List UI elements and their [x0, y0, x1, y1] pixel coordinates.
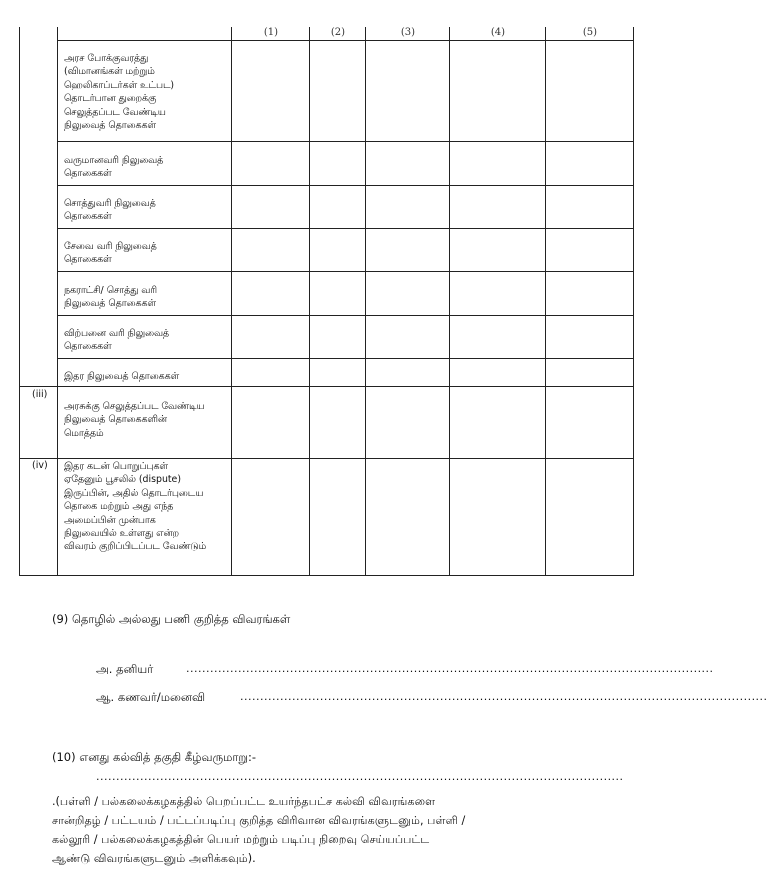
section-9-spouse-label: ஆ. கணவர்/மனைவி	[96, 690, 206, 704]
column-header-2: (2)	[330, 27, 346, 38]
row-label-other-dues: இதர நிலுவைத் தொகைகள்	[64, 371, 180, 382]
section-9-spouse-field[interactable]: ....................................................................................................................................	[240, 690, 768, 703]
row-label-transport-dues: அரச போக்குவரத்து (விமானங்கள் மற்றும் ஹெலிகாப்டர்கள் உட்பட) தொடர்பான துறைக்கு செலுத்தப்பட வேண்டிய நிலுவைத் தொகைகள்	[64, 53, 175, 132]
row-label-municipal-tax-dues: நகராட்சி/ சொத்து வரி நிலுவைத் தொகைகள்	[64, 285, 158, 310]
row-number-iv: (iv)	[32, 460, 48, 471]
column-header-3: (3)	[400, 27, 416, 38]
section-9-title: (9) தொழில் அல்லது பணி குறித்த விவரங்கள்	[52, 612, 291, 626]
column-header-5: (5)	[582, 27, 598, 38]
row-label-income-tax-dues: வருமானவரி நிலுவைத் தொகைகள்	[64, 155, 164, 180]
row-label-sales-tax-dues: விற்பனை வரி நிலுவைத் தொகைகள்	[64, 328, 170, 353]
section-10-education-field[interactable]: ....................................................................................................................................	[96, 770, 624, 783]
row-label-total-government-dues: அரசுக்கு செலுத்தப்பட வேண்டிய நிலுவைத் தொகைகளின் மொத்தம்	[64, 401, 205, 439]
section-9-self-field[interactable]: ....................................................................................................................................	[186, 662, 714, 675]
section-9-self-label: அ. தனியர்	[96, 662, 154, 676]
row-label-service-tax-dues: சேவை வரி நிலுவைத் தொகைகள்	[64, 241, 157, 266]
column-header-1: (1)	[263, 27, 279, 38]
row-label-property-tax-dues: சொத்துவரி நிலுவைத் தொகைகள்	[64, 198, 156, 223]
section-10-title: (10) எனது கல்வித் தகுதி கீழ்வருமாறு:-	[52, 750, 257, 764]
row-number-iii: (iii)	[32, 389, 48, 400]
section-10-instructions: .(பள்ளி / பல்கலைக்கழகத்தில் பெறப்பட்ட உயர்ந்தபட்ச கல்வி விவரங்களை சான்றிதழ் / பட்டயம் / பட்டப்படிப்பு குறித்த விரிவான விவரங்களுடனும், பள்ளி / கல்லூரி / பல்கலைக்கழகத்தின் பெயர் மற்றும் படிப்பு நிறைவு செய்யப்பட்ட ஆண்டு விவரங்களுடனும் அளிக்கவும்).	[52, 795, 466, 865]
row-label-disputed-liabilities: இதர கடன் பொறுப்புகள் ஏதேனும் பூசலில் (dispute) இருப்பின், அதில் தொடர்புடைய தொகை மற்றும் அது எந்த அமைப்பின் முன்பாக நிலுவையில் உள்ளது என்ற விவரம் குறிப்பிடப்பட வேண்டும்	[64, 461, 207, 553]
column-header-4: (4)	[490, 27, 506, 38]
